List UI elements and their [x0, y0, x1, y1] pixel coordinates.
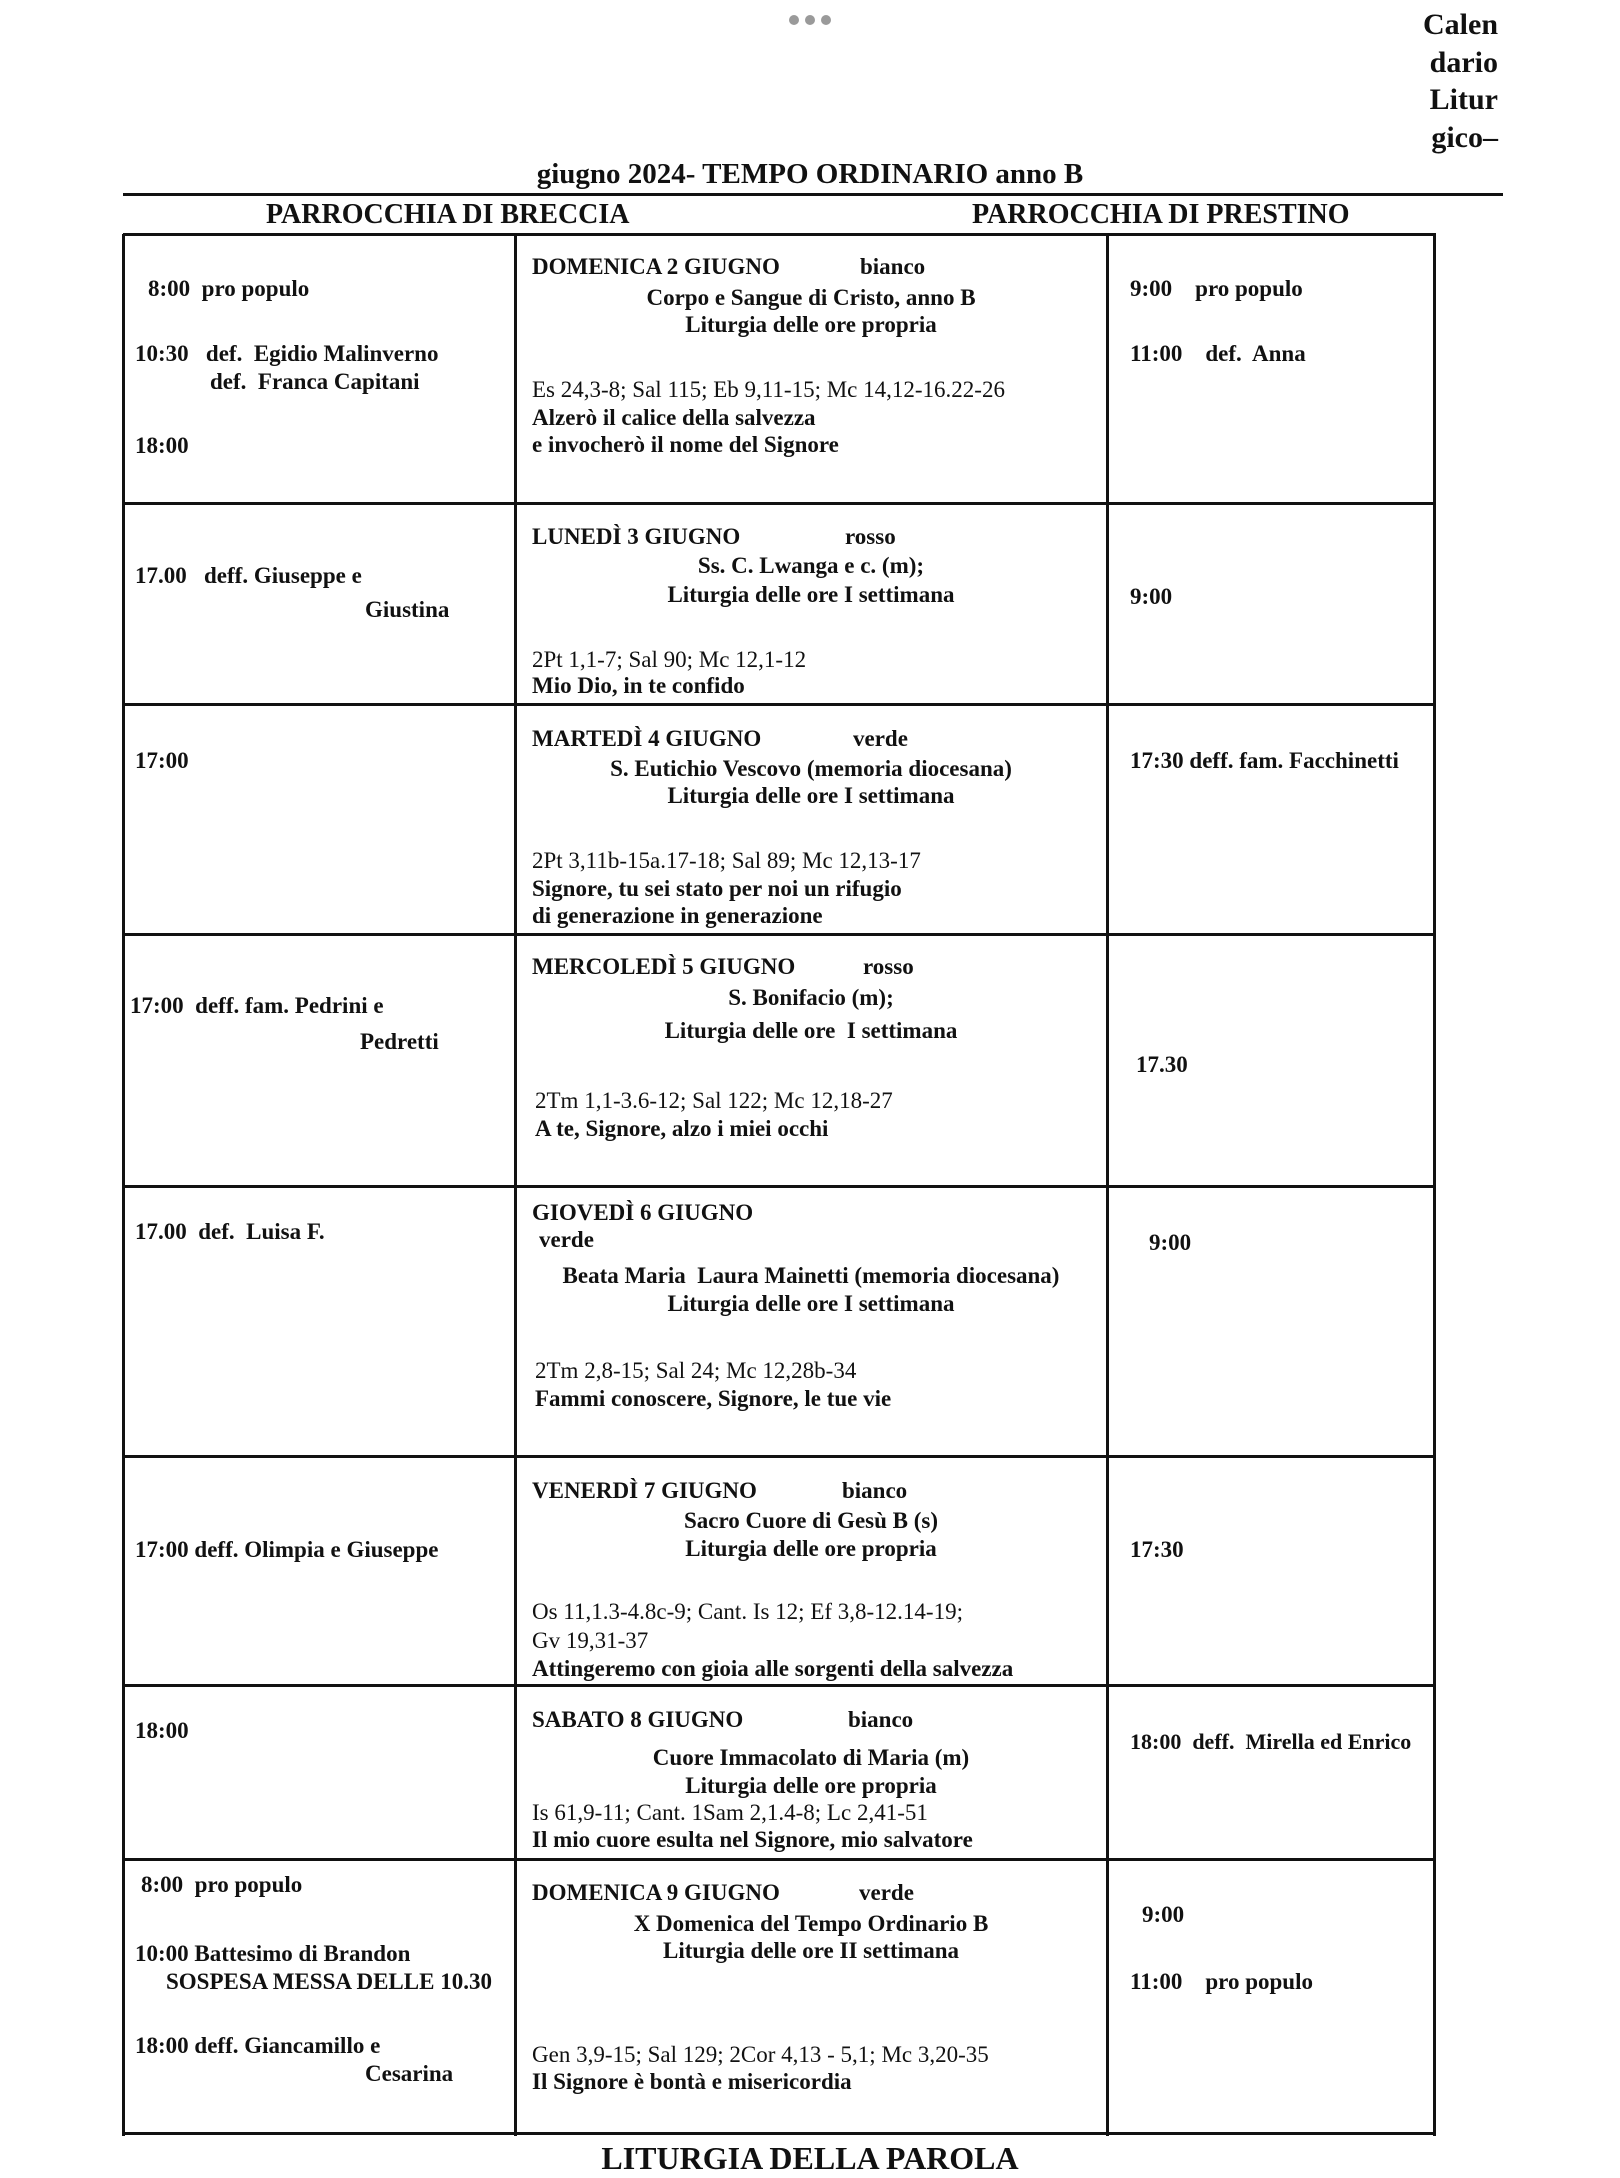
liturgical-color: verde [539, 1227, 594, 1252]
liturgy-hours: Liturgia delle ore propria [685, 1773, 937, 1798]
prestino-mass: 11:00 def. Anna [1130, 341, 1306, 366]
liturgy-hours: Liturgia delle ore I settimana [664, 1018, 958, 1043]
table-border [1433, 234, 1436, 2136]
breccia-mass: 18:00 [135, 1718, 189, 1743]
breccia-mass: Pedretti [360, 1029, 439, 1054]
row-divider [123, 933, 1436, 936]
readings: 2Tm 1,1-3.6-12; Sal 122; Mc 12,18-27 [535, 1088, 893, 1113]
column-divider [1106, 234, 1109, 2136]
breccia-mass: 10:00 Battesimo di Brandon [135, 1941, 411, 1966]
celebration: S. Eutichio Vescovo (memoria diocesana) [610, 756, 1012, 781]
celebration: Sacro Cuore di Gesù B (s) [683, 1508, 939, 1533]
page-title: giugno 2024- TEMPO ORDINARIO anno B [536, 158, 1084, 190]
prestino-mass: 9:00 [1130, 584, 1173, 609]
day-label: MARTEDÌ 4 GIUGNO [532, 726, 762, 751]
table-border [122, 234, 125, 2136]
prestino-mass: 9:00 [1142, 1902, 1185, 1927]
row-divider [123, 1684, 1436, 1687]
side-title-line: Litur [1429, 83, 1498, 116]
readings: 2Pt 3,11b-15a.17-18; Sal 89; Mc 12,13-17 [532, 848, 921, 873]
psalm-response: A te, Signore, alzo i miei occhi [535, 1116, 829, 1141]
breccia-mass: def. Franca Capitani [210, 369, 420, 394]
psalm-response: Il mio cuore esulta nel Signore, mio salvatore [532, 1827, 973, 1852]
celebration: Corpo e Sangue di Cristo, anno B [646, 285, 976, 310]
psalm-response: Mio Dio, in te confido [532, 673, 745, 698]
prestino-mass: 17:30 deff. fam. Facchinetti [1130, 748, 1399, 773]
breccia-mass: SOSPESA MESSA DELLE 10.30 [166, 1969, 492, 1994]
prestino-mass: 9:00 pro populo [1130, 276, 1303, 301]
liturgical-color: rosso [863, 954, 914, 979]
liturgical-color: bianco [860, 254, 926, 279]
breccia-mass: 17:00 [135, 748, 189, 773]
celebration: Ss. C. Lwanga e c. (m); [697, 553, 925, 578]
liturgy-hours: Liturgia delle ore propria [685, 312, 937, 337]
liturgical-color: verde [853, 726, 908, 751]
liturgical-color: bianco [842, 1478, 908, 1503]
breccia-mass: 10:30 def. Egidio Malinverno [135, 341, 439, 366]
column-divider [514, 234, 517, 2136]
prestino-mass: 17:30 [1130, 1537, 1184, 1562]
row-divider [123, 1455, 1436, 1458]
row-divider [123, 1858, 1436, 1861]
side-title-line: gico– [1431, 121, 1498, 154]
day-label: DOMENICA 9 GIUGNO [532, 1880, 780, 1905]
breccia-mass: 17:00 deff. fam. Pedrini e [130, 993, 384, 1018]
celebration: Beata Maria Laura Mainetti (memoria diocesana) [562, 1263, 1060, 1288]
dot [789, 15, 799, 25]
prestino-mass: 11:00 pro populo [1130, 1969, 1313, 1994]
section-heading-liturgia-parola: LITURGIA DELLA PAROLA [601, 2140, 1019, 2176]
side-title-line: Calen [1423, 8, 1498, 41]
celebration: S. Bonifacio (m); [728, 985, 894, 1010]
liturgy-hours: Liturgia delle ore propria [685, 1536, 937, 1561]
psalm-response: Il Signore è bontà e misericordia [532, 2069, 852, 2094]
liturgy-hours: Liturgia delle ore I settimana [667, 1291, 955, 1316]
breccia-mass: 17:00 deff. Olimpia e Giuseppe [135, 1537, 439, 1562]
table-border [123, 2132, 1436, 2135]
prestino-mass: 9:00 [1149, 1230, 1192, 1255]
breccia-mass: Giustina [365, 597, 450, 622]
celebration: X Domenica del Tempo Ordinario B [633, 1911, 989, 1936]
psalm-response: e invocherò il nome del Signore [532, 432, 839, 457]
psalm-response: di generazione in generazione [532, 903, 823, 928]
liturgical-color: verde [859, 1880, 914, 1905]
liturgical-color: rosso [845, 524, 896, 549]
dot [821, 15, 831, 25]
celebration: Cuore Immacolato di Maria (m) [652, 1745, 970, 1770]
breccia-mass: 17.00 def. Luisa F. [135, 1219, 325, 1244]
day-label: DOMENICA 2 GIUGNO [532, 254, 780, 279]
title-rule [123, 193, 1503, 196]
psalm-response: Attingeremo con gioia alle sorgenti della salvezza [532, 1656, 1014, 1681]
day-label: MERCOLEDÌ 5 GIUGNO [532, 954, 796, 979]
parish-heading-prestino: PARROCCHIA DI PRESTINO [972, 199, 1350, 230]
readings: Es 24,3-8; Sal 115; Eb 9,11-15; Mc 14,12-16.22-26 [532, 377, 1005, 402]
liturgy-hours: Liturgia delle ore I settimana [667, 582, 955, 607]
day-label: LUNEDÌ 3 GIUGNO [532, 524, 741, 549]
day-label: GIOVEDÌ 6 GIUGNO [532, 1200, 754, 1225]
liturgy-hours: Liturgia delle ore I settimana [667, 783, 955, 808]
breccia-mass: 18:00 deff. Giancamillo e [135, 2033, 381, 2058]
readings: Gen 3,9-15; Sal 129; 2Cor 4,13 - 5,1; Mc 3,20-35 [532, 2042, 989, 2067]
readings: 2Pt 1,1-7; Sal 90; Mc 12,1-12 [532, 647, 807, 672]
breccia-mass: Cesarina [365, 2061, 454, 2086]
breccia-mass: 17.00 deff. Giuseppe e [135, 563, 362, 588]
liturgical-color: bianco [848, 1707, 914, 1732]
row-divider [123, 703, 1436, 706]
liturgy-hours: Liturgia delle ore II settimana [663, 1938, 959, 1963]
psalm-response: Signore, tu sei stato per noi un rifugio [532, 876, 902, 901]
prestino-mass: 18:00 deff. Mirella ed Enrico [1130, 1729, 1412, 1754]
breccia-mass: 18:00 [135, 433, 189, 458]
psalm-response: Alzerò il calice della salvezza [532, 405, 816, 430]
readings: Is 61,9-11; Cant. 1Sam 2,1.4-8; Lc 2,41-51 [532, 1800, 928, 1825]
readings: 2Tm 2,8-15; Sal 24; Mc 12,28b-34 [535, 1358, 857, 1383]
row-divider [123, 1185, 1436, 1188]
parish-heading-breccia: PARROCCHIA DI BRECCIA [266, 199, 630, 230]
prestino-mass: 17.30 [1136, 1052, 1188, 1077]
breccia-mass: 8:00 pro populo [148, 276, 310, 301]
dot [805, 15, 815, 25]
day-label: SABATO 8 GIUGNO [532, 1707, 744, 1732]
side-title-line: dario [1429, 46, 1498, 79]
table-border [123, 233, 1436, 236]
psalm-response: Fammi conoscere, Signore, le tue vie [535, 1386, 892, 1411]
readings: Gv 19,31-37 [532, 1628, 649, 1653]
row-divider [123, 502, 1436, 505]
readings: Os 11,1.3-4.8c-9; Cant. Is 12; Ef 3,8-12.14-19; [532, 1599, 963, 1624]
day-label: VENERDÌ 7 GIUGNO [532, 1478, 757, 1503]
breccia-mass: 8:00 pro populo [141, 1872, 303, 1897]
